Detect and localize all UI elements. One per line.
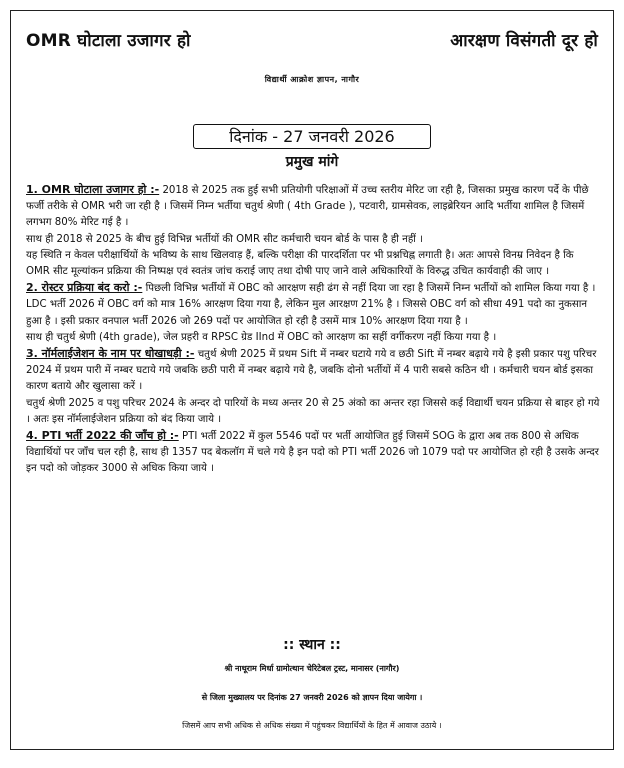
section-1-para-3: यह स्थिति न केवल परीक्षार्थियों के भविष्य के साथ खिलवाड़ हैं, बल्कि परीक्षा की पारदर्शिता पर भी प्रश्नचिह्न लगाती है। अतः आपसे विनम्र निवेदन है कि OMR सीट मूल्यांकन प्रक्रिया की निष्पक्ष एवं स्वतंत्र जांच कराई जाए तथा दोषी पाए जाने वाले अधिकारियों के विरुद्ध उचित कार्यवाही की जाए । [26,249,574,278]
section-3-para-2: चतुर्थ श्रेणी 2025 व पशु परिचर 2024 के अन्दर दो पारियों के मध्य अन्तर 20 से 25 अंको का अन्तर रहा जिससे कई विद्यार्थी चयन प्रक्रिया से बाहर हो गये । अतः इस नॉर्मलाईजेशन प्रक्रिया को बंद किया जाये । [26,397,600,425]
page-title: विद्यार्थी आक्रोश ज्ञापन, नागौर [264,75,360,84]
section-1-heading: 1. OMR घोटाला उजागर हो :- [26,183,160,196]
section-2-para-2: साथ ही चतुर्थ श्रेणी (4th grade), जेल प्रहरी व RPSC ग्रेड IInd में OBC को आरक्षण का सहीं वर्गीकरण नहीं किया गया है । [26,331,497,343]
section-4-para-1 [26,428,600,478]
section-3-heading: 3. नॉर्मलाईजेशन के नाम पर धोखाधड़ी :- [26,347,195,361]
appeal-text: जिसमें आप सभी अधिक से अधिक संख्या में पहुंचकर विद्यार्थियों के हित में आवाज उठाये । [182,721,442,730]
section-1-para-2: साथ ही 2018 से 2025 के बीच हुई विभिन्न भर्तीयों की OMR सीट कर्मचारी चयन बोर्ड के पास है ही नहीं । [26,233,423,245]
section-1-para-1 [26,182,600,232]
date-badge: दिनांक - 27 जनवरी 2026 [193,124,431,149]
header-tags [26,28,598,51]
demands-heading: प्रमुख मांगे [285,154,339,170]
submission-note: से जिला मुख्यालय पर दिनांक 27 जनवरी 2026 को ज्ञापन दिया जायेगा । [201,693,423,702]
section-3-text-1: चतुर्थ श्रेणी 2025 में प्रथम Sift में नम्बर घटाये गये व छठी Sift में नम्बर बढ़ाये गये है इसी प्रकार पशु परिचर 2024 में प्रथम पारी में नम्बर घटाये गये जबकि छठी पारी में नम्बर बढ़ाये गये है, जबकि दोनो भर्तीयों में 4 पारी सबसे कठिन थी । कर्मचारी चयन बोर्ड इसका कारण बताये और खुलासा करें । [26,349,597,393]
section-4-heading: 4. PTI भर्ती 2022 की जाँच हो :- [26,429,179,443]
left-slogan: OMR घोटाला उजागर हो [26,31,191,51]
section-1-text-1: 2018 से 2025 तक हुई सभी प्रतियोगी परिक्षाओं में उच्च स्तरीय मेरिट जा रही है, जिसका प्रमुख कारण पर्दे के पीछे फर्जी तरीके से OMR भरी जा रही है । जिसमें निम्न भर्तीया चतुर्थ श्रेणी ( 4th Grade ), पटवारी, ग्रामसेवक, लाइब्रेरियन आदि भर्तीया शामिल है जिसमें लगभग 80% मेरिट गई है । [26,185,589,229]
venue-label: :: स्थान :: [283,637,341,653]
demands-body [26,182,600,478]
section-2-heading: 2. रोस्टर प्रक्रिया बंद करो :- [26,281,143,295]
venue-name: श्री नाथूराम मिर्धा ग्रामोत्थान चेरिटेबल ट्रस्ट, मानासर (नागौर) [224,664,400,673]
section-2-text-1: पिछली विभिन्न भर्तीयों में OBC को आरक्षण सही ढंग से नहीं दिया जा रहा है जिसमें निम्न भर्तीयों को शामिल किया गया है । LDC भर्ती 2026 में OBC वर्ग को मात्र 16% आरक्षण दिया गया है, लेकिन मुल आरक्षण 21% है । जिससे OBC वर्ग को सीधा 491 पदो का नुकसान हुआ है । इसी प्रकार वनपाल भर्ती 2026 जो 269 पदों पर आयोजित हो रही है उसमें मात्र 10% आरक्षण दिया गया है । [26,283,596,327]
section-4-text-1: PTI भर्ती 2022 में कुल 5546 पदों पर भर्ती आयोजित हुई जिसमें SOG के द्वारा अब तक 800 से अधिक विद्यार्थियों पर जाँच चल रही है, साथ ही 1357 पद बेकलॉग में चले गये है इन पदो को PTI भर्ती 2026 जो 1079 पदो पर आयोजित हो रही है उसके अन्दर इन पदो को जोड़कर 3000 से अधिक किया जाये । [26,431,599,475]
section-3-para-1 [26,346,600,396]
section-2-para-1 [26,280,600,330]
right-slogan: आरक्षण विसंगती दूर हो [450,31,598,51]
